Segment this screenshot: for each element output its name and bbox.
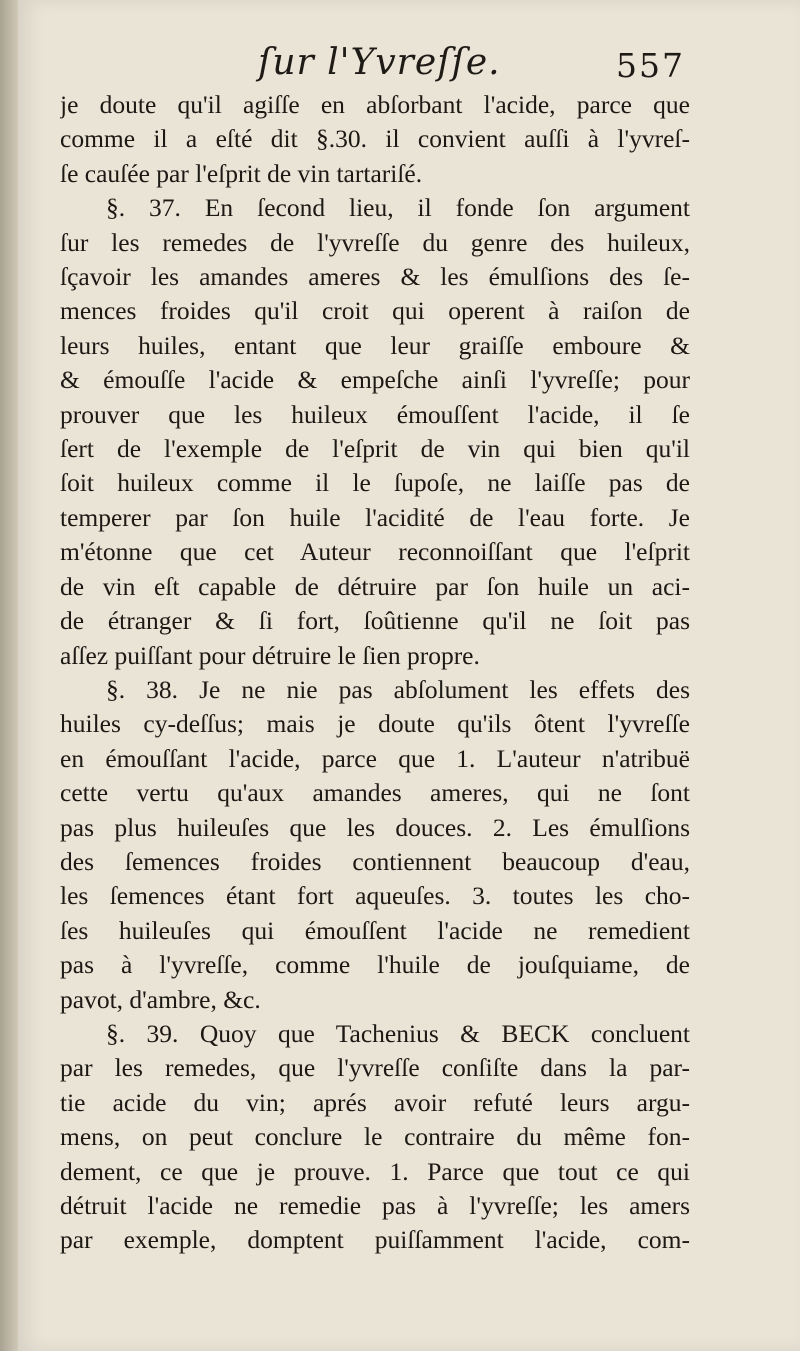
text-line: ſur les remedes de l'yvreſſe du genre des huileux, (60, 227, 690, 257)
text-line: tie acide du vin; aprés avoir refuté leurs argu- (60, 1087, 690, 1117)
text-line: §. 37. En ſecond lieu, il fonde ſon argument (106, 193, 690, 223)
text-line: ſçavoir les amandes ameres & les émulſions des ſe- (60, 262, 690, 292)
text-line: prouver que les huileux émouſſent l'acide, il ſe (60, 399, 690, 429)
text-line: ſoit huileux comme il le ſupoſe, ne laiſſe pas de (60, 468, 690, 498)
text-line: pas à l'yvreſſe, comme l'huile de jouſquiame, de (60, 950, 690, 980)
text-line: leurs huiles, entant que leur graiſſe emboure & (60, 330, 690, 360)
text-line: §. 38. Je ne nie pas abſolument les effets des (106, 674, 690, 704)
text-line: dement, ce que je prouve. 1. Parce que tout ce qui (60, 1156, 690, 1186)
text-line: de étranger & ſi fort, ſoûtienne qu'il ne ſoit pas (60, 606, 690, 636)
text-line: par les remedes, que l'yvreſſe conſiſte dans la par- (60, 1053, 690, 1083)
text-line: pas plus huileuſes que les douces. 2. Les émulſions (60, 812, 690, 842)
text-line: par exemple, domptent puiſſamment l'acide, com- (60, 1225, 690, 1255)
text-line: comme il a eſté dit §.30. il convient auſſi à l'yvreſ- (60, 124, 690, 154)
page-header (0, 42, 800, 92)
book-gutter (0, 0, 18, 1351)
text-line: m'étonne que cet Auteur reconnoiſſant que l'eſprit (60, 537, 690, 567)
page-number: 557 (616, 46, 685, 85)
text-line: aſſez puiſſant pour détruire le ſien propre. (60, 640, 480, 670)
text-line: & émouſſe l'acide & empeſche ainſi l'yvreſſe; pour (60, 365, 690, 395)
text-line: les ſemences étant fort aqueuſes. 3. toutes les cho- (60, 881, 690, 911)
text-line: cette vertu qu'aux amandes ameres, qui ne ſont (60, 778, 690, 808)
text-line: pavot, d'ambre, &c. (60, 984, 261, 1014)
text-line: des ſemences froides contiennent beaucoup d'eau, (60, 846, 690, 876)
text-line: je doute qu'il agiſſe en abſorbant l'acide, parce que (60, 90, 690, 119)
text-line: huiles cy-deſſus; mais je doute qu'ils ôtent l'yvreſſe (60, 709, 690, 739)
text-line: §. 39. Quoy que Tachenius & BECK concluent (106, 1018, 690, 1048)
text-line: de vin eſt capable de détruire par ſon huile un aci- (60, 571, 690, 601)
body-text (60, 88, 690, 1258)
text-line: en émouſſant l'acide, parce que 1. L'auteur n'atribuë (60, 743, 690, 773)
running-head: ſur l'Yvreſſe. (258, 42, 501, 83)
text-line: mens, on peut conclure le contraire du même fon- (60, 1122, 690, 1152)
text-line: ſe cauſée par l'eſprit de vin tartariſé. (60, 158, 423, 188)
text-line: détruit l'acide ne remedie pas à l'yvreſſe; les amers (60, 1191, 690, 1220)
text-line: temperer par ſon huile l'acidité de l'eau forte. Je (60, 502, 690, 532)
text-line: mences froides qu'il croit qui operent à raiſon de (60, 296, 690, 326)
text-line: ſes huileuſes qui émouſſent l'acide ne remedient (60, 915, 690, 945)
text-line: ſert de l'exemple de l'eſprit de vin qui bien qu'il (60, 434, 690, 464)
